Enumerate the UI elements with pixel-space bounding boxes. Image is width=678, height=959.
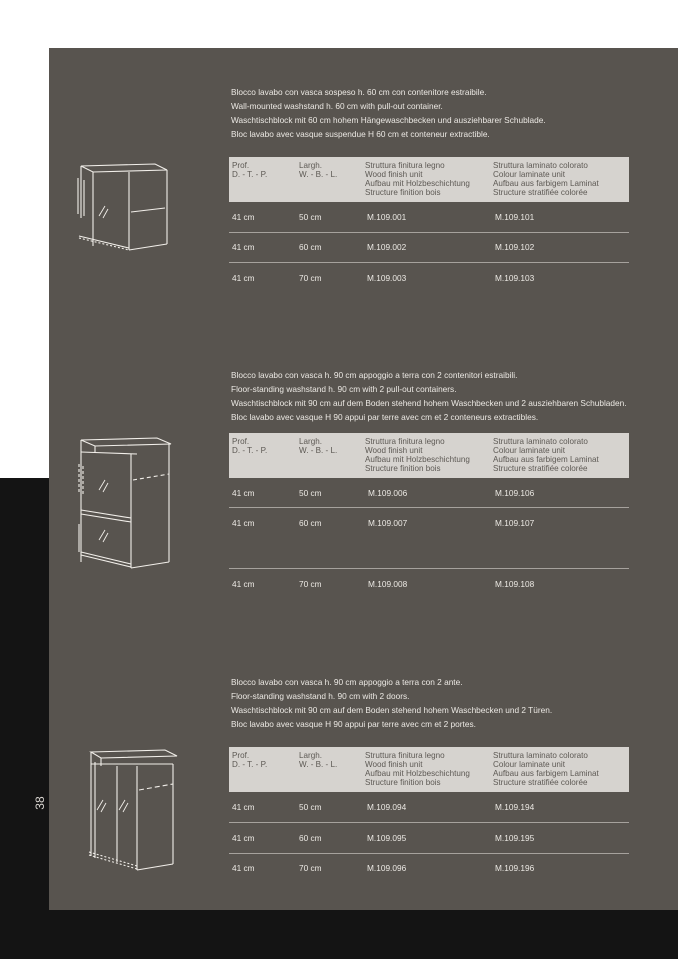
header-laminate bbox=[493, 437, 599, 473]
section-description bbox=[231, 676, 552, 732]
header-depth bbox=[232, 751, 267, 769]
header-text: D. - T. - P. bbox=[232, 446, 268, 455]
row-divider bbox=[229, 507, 629, 508]
header-text: Prof. bbox=[232, 437, 250, 446]
header-text: Structure finition bois bbox=[365, 778, 441, 787]
depth-cell: 41 cm bbox=[232, 518, 255, 528]
header-text: Aufbau mit Holzbeschichtung bbox=[365, 455, 470, 464]
description-line: Bloc lavabo avec vasque H 90 appui par terre avec cm et 2 portes. bbox=[231, 718, 476, 729]
header-text: Largh. bbox=[299, 161, 322, 170]
table-row bbox=[229, 579, 629, 595]
header-text: Wood finish unit bbox=[365, 170, 423, 179]
wood-code-cell: M.109.003 bbox=[367, 273, 407, 283]
header-text: Wood finish unit bbox=[365, 446, 423, 455]
row-divider bbox=[229, 262, 629, 263]
header-wood-finish bbox=[365, 161, 470, 197]
header-text: Wood finish unit bbox=[365, 760, 423, 769]
table-row bbox=[229, 518, 629, 534]
table-header bbox=[229, 747, 629, 792]
header-text: Largh. bbox=[299, 751, 322, 760]
width-cell: 50 cm bbox=[299, 212, 322, 222]
depth-cell: 41 cm bbox=[232, 863, 255, 873]
table-row bbox=[229, 212, 629, 228]
section-description bbox=[231, 86, 546, 142]
description-line: Floor-standing washstand h. 90 cm with 2 pull-out containers. bbox=[231, 383, 457, 394]
header-wood-finish bbox=[365, 437, 470, 473]
header-text: Structure finition bois bbox=[365, 188, 441, 197]
table-row bbox=[229, 242, 629, 258]
catalog-panel bbox=[49, 48, 678, 910]
header-text: Struttura finitura legno bbox=[365, 437, 445, 446]
table-header bbox=[229, 157, 629, 202]
row-divider bbox=[229, 822, 629, 823]
header-width bbox=[299, 751, 337, 769]
header-text: D. - T. - P. bbox=[232, 760, 268, 769]
header-text: Structure finition bois bbox=[365, 464, 441, 473]
header-depth bbox=[232, 161, 267, 179]
header-text: Aufbau aus farbigem Laminat bbox=[493, 455, 599, 464]
wood-code-cell: M.109.008 bbox=[368, 579, 408, 589]
depth-cell: 41 cm bbox=[232, 273, 255, 283]
left-dark-band bbox=[0, 478, 49, 959]
header-text: Aufbau mit Holzbeschichtung bbox=[365, 769, 470, 778]
table-header bbox=[229, 433, 629, 478]
header-width bbox=[299, 437, 337, 455]
header-text: W. - B. - L. bbox=[299, 760, 338, 769]
header-depth bbox=[232, 437, 267, 455]
width-cell: 60 cm bbox=[299, 242, 322, 252]
depth-cell: 41 cm bbox=[232, 212, 255, 222]
laminate-code-cell: M.109.103 bbox=[495, 273, 535, 283]
laminate-code-cell: M.109.101 bbox=[495, 212, 535, 222]
description-line: Blocco lavabo con vasca h. 90 cm appoggio a terra con 2 ante. bbox=[231, 677, 463, 687]
header-text: Structure stratifiée colorée bbox=[493, 778, 588, 787]
header-text: W. - B. - L. bbox=[299, 170, 338, 179]
wood-code-cell: M.109.095 bbox=[367, 833, 407, 843]
description-line: Bloc lavabo avec vasque suspendue H 60 cm et conteneur extractible. bbox=[231, 128, 490, 139]
header-text: Struttura laminato colorato bbox=[493, 437, 588, 446]
header-text: Aufbau aus farbigem Laminat bbox=[493, 769, 599, 778]
wood-code-cell: M.109.096 bbox=[367, 863, 407, 873]
width-cell: 60 cm bbox=[299, 833, 322, 843]
description-line: Bloc lavabo avec vasque H 90 appui par terre avec cm et 2 conteneurs extractibles. bbox=[231, 411, 539, 422]
laminate-code-cell: M.109.102 bbox=[495, 242, 535, 252]
table-row bbox=[229, 833, 629, 849]
floor-standing-doors-sketch bbox=[83, 746, 181, 874]
description-line: Floor-standing washstand h. 90 cm with 2 doors. bbox=[231, 690, 410, 701]
wood-code-cell: M.109.001 bbox=[367, 212, 407, 222]
description-line: Wall-mounted washstand h. 60 cm with pull-out container. bbox=[231, 100, 443, 111]
wood-code-cell: M.109.007 bbox=[368, 518, 408, 528]
wood-code-cell: M.109.006 bbox=[368, 488, 408, 498]
depth-cell: 41 cm bbox=[232, 242, 255, 252]
bottom-dark-band bbox=[0, 909, 678, 959]
laminate-code-cell: M.109.196 bbox=[495, 863, 535, 873]
table-row bbox=[229, 273, 629, 289]
row-divider bbox=[229, 232, 629, 233]
wood-code-cell: M.109.002 bbox=[367, 242, 407, 252]
header-text: Structure stratifiée colorée bbox=[493, 464, 588, 473]
header-text: Struttura laminato colorato bbox=[493, 751, 588, 760]
depth-cell: 41 cm bbox=[232, 579, 255, 589]
header-text: Prof. bbox=[232, 751, 250, 760]
header-wood-finish bbox=[365, 751, 470, 787]
row-divider bbox=[229, 853, 629, 854]
depth-cell: 41 cm bbox=[232, 488, 255, 498]
laminate-code-cell: M.109.108 bbox=[495, 579, 535, 589]
table-row bbox=[229, 863, 629, 879]
header-text: Struttura finitura legno bbox=[365, 751, 445, 760]
page-number: 38 bbox=[33, 796, 47, 810]
header-text: Largh. bbox=[299, 437, 322, 446]
header-text: Structure stratifiée colorée bbox=[493, 188, 588, 197]
header-text: W. - B. - L. bbox=[299, 446, 338, 455]
description-line: Blocco lavabo con vasca h. 90 cm appoggio a terra con 2 contenitori estraibili. bbox=[231, 370, 518, 380]
header-text: Struttura finitura legno bbox=[365, 161, 445, 170]
description-line: Waschtischblock mit 90 cm auf dem Boden stehend hohem Waschbecken und 2 ausziehbaren Schubladen. bbox=[231, 397, 627, 408]
header-width bbox=[299, 161, 337, 179]
wood-code-cell: M.109.094 bbox=[367, 802, 407, 812]
wall-mounted-washstand-sketch bbox=[75, 158, 173, 253]
description-line: Waschtischblock mit 60 cm hohem Hängewaschbecken und ausziehbarer Schublade. bbox=[231, 114, 546, 125]
header-text: Struttura laminato colorato bbox=[493, 161, 588, 170]
width-cell: 70 cm bbox=[299, 273, 322, 283]
depth-cell: 41 cm bbox=[232, 802, 255, 812]
laminate-code-cell: M.109.106 bbox=[495, 488, 535, 498]
width-cell: 60 cm bbox=[299, 518, 322, 528]
row-divider bbox=[229, 568, 629, 569]
header-text: Colour laminate unit bbox=[493, 760, 565, 769]
header-text: Aufbau mit Holzbeschichtung bbox=[365, 179, 470, 188]
laminate-code-cell: M.109.107 bbox=[495, 518, 535, 528]
laminate-code-cell: M.109.194 bbox=[495, 802, 535, 812]
header-text: Prof. bbox=[232, 161, 250, 170]
description-line: Blocco lavabo con vasca sospeso h. 60 cm con contenitore estraibile. bbox=[231, 87, 487, 97]
width-cell: 70 cm bbox=[299, 579, 322, 589]
laminate-code-cell: M.109.195 bbox=[495, 833, 535, 843]
width-cell: 50 cm bbox=[299, 802, 322, 812]
width-cell: 50 cm bbox=[299, 488, 322, 498]
header-text: Aufbau aus farbigem Laminat bbox=[493, 179, 599, 188]
table-row bbox=[229, 802, 629, 818]
floor-standing-drawers-sketch bbox=[77, 434, 175, 572]
section-description bbox=[231, 369, 627, 425]
header-laminate bbox=[493, 161, 599, 197]
depth-cell: 41 cm bbox=[232, 833, 255, 843]
header-text: D. - T. - P. bbox=[232, 170, 268, 179]
header-text: Colour laminate unit bbox=[493, 446, 565, 455]
width-cell: 70 cm bbox=[299, 863, 322, 873]
description-line: Waschtischblock mit 90 cm auf dem Boden stehend hohem Waschbecken und 2 Türen. bbox=[231, 704, 553, 715]
header-laminate bbox=[493, 751, 599, 787]
header-text: Colour laminate unit bbox=[493, 170, 565, 179]
table-row bbox=[229, 488, 629, 504]
